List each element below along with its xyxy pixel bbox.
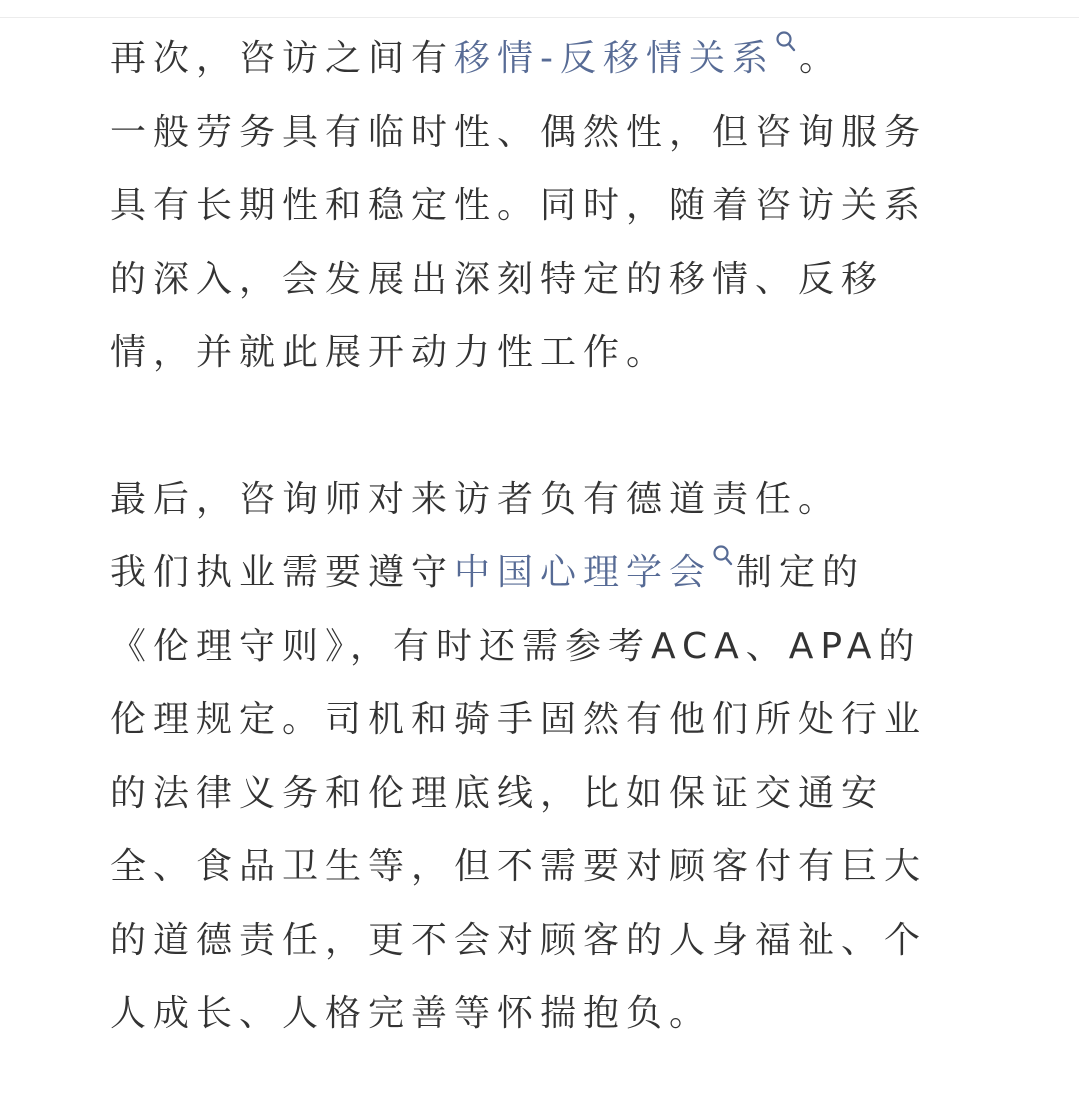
paragraph-gap [110,390,970,463]
article-body [110,22,970,1051]
text-line: 我们执业需要遵守中国心理学会 制定的 [110,536,970,610]
text-line: 人成长、人格完善等怀揣抱负。 [110,993,713,1034]
text-line: 具有长期性和稳定性。同时，随着咨访关系 [110,185,928,226]
search-link-transference[interactable]: 移情-反移情关系 [454,38,776,79]
text-line: 的道德责任，更不会对顾客的人身福祉、个 [110,919,928,961]
text-line: 全、食品卫生等，但不需要对顾客付有巨大 [110,846,928,887]
text-line: 再次，咨访之间有移情-反移情关系 。 [110,22,970,96]
text-line: 的法律义务和伦理底线，比如保证交通安 [110,772,885,814]
top-divider [0,17,1079,18]
search-icon[interactable] [775,30,797,54]
text-line: 一般劳务具有临时性、偶然性，但咨询服务 [110,111,928,153]
text-line: 伦理规定。司机和骑手固然有他们所处行业 [110,699,928,740]
paragraph-ethics [110,463,970,1051]
paragraph-transference [110,22,970,390]
text-line: 的深入，会发展出深刻特定的移情、反移 [110,258,885,300]
search-link-cps[interactable]: 中国心理学会 [454,552,713,593]
text-line: 《伦理守则》，有时还需参考ACA、APA的 [110,625,922,667]
text-line: 最后，咨询师对来访者负有德道责任。 [110,478,842,520]
text-line: 情，并就此展开动力性工作。 [110,332,670,373]
search-icon[interactable] [712,544,734,568]
